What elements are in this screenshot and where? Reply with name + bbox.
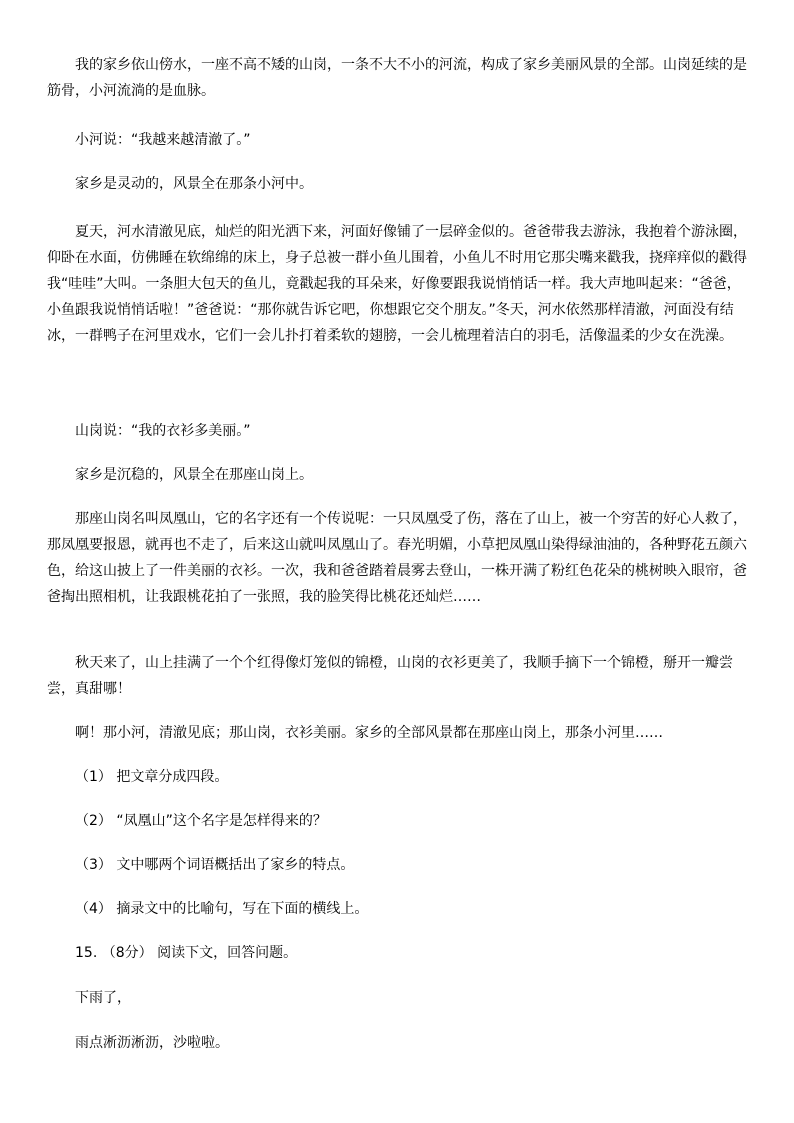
question-text: 摘录文中的比喻句，写在下面的横线上。 [116, 901, 369, 917]
question-number: （3） [75, 857, 112, 873]
question-number: （2） [75, 813, 112, 829]
passage-paragraph-7: 那座山岗名叫凤凰山，它的名字还有一个传说呢：一只凤凰受了伤，落在了山上，被一个穷苦的好心人救了，那凤凰要报恩，就再也不走了，后来这山就叫凤凰山了。春光明媚，小草把凤凰山染得绿油油的，各种野花五颜六色，给这山披上了一件美丽的衣衫。一次，我和爸爸踏着晨雾去登山，一株开满了粉红色花朵的桃树映入眼帘，爸爸掏出照相机，让我跟桃花拍了一张照，我的脸笑得比桃花还灿烂…… [47, 511, 747, 605]
passage-paragraph-1: 我的家乡依山傍水，一座不高不矮的山岗，一条不大不小的河流，构成了家乡美丽风景的全部。山岗延续的是筋骨，小河流淌的是血脉。 [47, 57, 747, 99]
question-text: 文中哪两个词语概括出了家乡的特点。 [116, 857, 355, 873]
passage-paragraph-3: 家乡是灵动的，风景全在那条小河中。 [75, 176, 313, 192]
poem-line-1: 下雨了， [75, 990, 131, 1006]
poem-line-2: 雨点淅沥淅沥，沙啦啦。 [75, 1035, 229, 1051]
question-text: 把文章分成四段。 [116, 769, 229, 785]
passage-paragraph-4: 夏天，河水清澈见底，灿烂的阳光洒下来，河面好像铺了一层碎金似的。爸爸带我去游泳，我抱着个游泳圈，仰卧在水面，仿佛睡在软绵绵的床上，身子总被一群小鱼儿围着，小鱼儿不时用它那尖嘴来戳我，挠痒痒似的戳得我“哇哇”大叫。一条胆大包天的鱼儿，竟戳起我的耳朵来，好像要跟我说悄悄话一样。我大声地叫起来：“爸爸，小鱼跟我说悄悄话啦！”爸爸说：“那你就告诉它吧，你想跟它交个朋友。”冬天，河水依然那样清澈，河面没有结冰，一群鸭子在河里戏水，它们一会儿扑打着柔软的翅膀，一会儿梳理着洁白的羽毛，活像温柔的少女在洗澡。 [47, 224, 747, 344]
passage-paragraph-2: 小河说：“我越来越清澈了。” [75, 132, 251, 148]
question-text: “凤凰山”这个名字是怎样得来的？ [116, 813, 327, 829]
passage-paragraph-9: 啊！那小河，清澈见底；那山岗，衣衫美丽。家乡的全部风景都在那座山岗上，那条小河里…… [75, 725, 663, 741]
question-number: （1） [75, 769, 112, 785]
question-4 [75, 896, 368, 922]
question-1 [75, 764, 228, 790]
question-number: （4） [75, 901, 112, 917]
passage-paragraph-6: 家乡是沉稳的，风景全在那座山岗上。 [75, 467, 313, 483]
question-3 [75, 852, 354, 878]
passage-paragraph-8: 秋天来了，山上挂满了一个个红得像灯笼似的锦橙，山岗的衣衫更美了，我顺手摘下一个锦橙，掰开一瓣尝尝，真甜哪！ [47, 655, 733, 697]
passage-paragraph-5: 山岗说：“我的衣衫多美丽。” [75, 423, 251, 439]
question-2 [75, 808, 327, 834]
section-15-header: 15. （8分） 阅读下文，回答问题。 [75, 945, 298, 961]
